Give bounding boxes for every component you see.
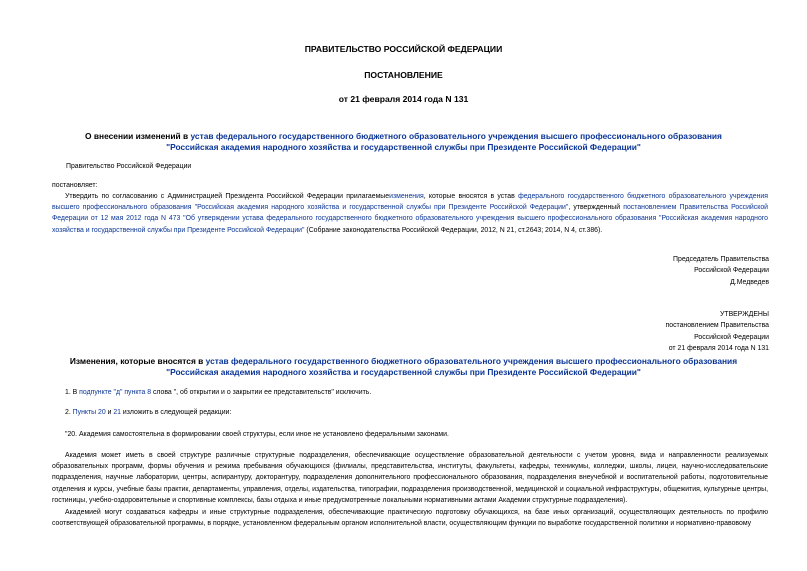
approval-block <box>666 309 770 354</box>
amendment-text: слова ", об открытии и о закрытии ее представительств" исключить. <box>151 389 372 396</box>
document-type: ПОСТАНОВЛЕНИЕ <box>364 70 443 80</box>
changes-title <box>0 356 807 378</box>
signature-country: Российской Федерации <box>694 267 769 275</box>
decree-text-part: (Собрание законодательства Российской Федерации, 2012, N 21, ст.2643; 2014, N 4, ст.386). <box>304 226 603 234</box>
changes-charter-link[interactable]: устав федерального государственного бюджетного образовательного учреждения высшего профессионального образования <box>205 356 738 366</box>
decree-text-part: , утвержденный <box>568 204 624 212</box>
amendment-text: 2. <box>65 409 73 416</box>
signature-position: Председатель Правительства <box>673 256 769 263</box>
approval-resolution: постановлением Правительства <box>665 322 769 330</box>
signature-name: Д.Медведев <box>730 278 769 286</box>
approval-heading: УТВЕРЖДЕНЫ <box>720 311 769 318</box>
amendment-text: 1. В <box>65 389 80 396</box>
changes-charter-link-academy-name[interactable]: "Российская академия народного хозяйства и государственной службы при Президенте Российской Федерации" <box>166 367 641 377</box>
changes-title-prefix: Изменения, которые вносятся в <box>69 356 206 366</box>
amendment-text: и <box>105 409 114 416</box>
government-heading: ПРАВИТЕЛЬСТВО РОССИЙСКОЙ ФЕДЕРАЦИИ <box>304 44 503 54</box>
charter-body-link[interactable]: федерального государственного бюджетного образовательного учреждения высшего профессионального образования "Российская академия народного хозяйства и государственной службы при Президенте Российской Федерации" <box>52 193 769 212</box>
decree-text-part: Утвердить по согласованию с Администрацией Президента Российской Федерации прилагаемые <box>65 193 390 200</box>
decree-text-part: , которые вносятся в устав <box>423 193 519 200</box>
approval-date: от 21 февраля 2014 года N 131 <box>668 344 769 352</box>
approval-country: Российской Федерации <box>694 333 769 341</box>
paragraph-20: "20. Академия самостоятельна в формировании своей структуры, если иное не установлено федеральными законами. <box>65 431 449 438</box>
amendment-item-2 <box>52 407 768 418</box>
decree-title-prefix: О внесении изменений в <box>85 131 191 141</box>
point-20-link[interactable]: Пункты 20 <box>72 409 106 416</box>
issuer-text: Правительство Российской Федерации <box>66 163 192 170</box>
subparagraph-d-link[interactable]: подпункте "д" пункта 8 <box>79 389 152 396</box>
paragraph-departments: Академией могут создаваться кафедры и иные структурные подразделения, обеспечивающие практическую подготовку обучающихся, на базе иных организаций, осуществляющих деятельность по профилю соответствующей образовательной программы, в порядке, установленном федеральным органом исполнительной власти, осуществляющим функции по выработке государственной политики и нормативно-правовому <box>52 509 768 528</box>
charter-link-academy-name[interactable]: "Российская академия народного хозяйства и государственной службы при Президенте Российской Федерации" <box>166 142 641 152</box>
amendment-text: изложить в следующей редакции: <box>121 409 232 416</box>
signature-block <box>673 254 769 288</box>
point-21-link[interactable]: 21 <box>113 409 122 416</box>
decree-title <box>0 131 807 153</box>
decrees-text: постановляет: <box>52 182 98 189</box>
charter-link[interactable]: устав федерального государственного бюджетного образовательного учреждения высшего профессионального образования <box>190 131 722 141</box>
changes-link[interactable]: изменения <box>389 193 424 200</box>
amendment-item-1 <box>52 387 768 398</box>
decree-paragraph <box>52 191 768 236</box>
resolution-473-link[interactable]: постановлением Правительства Российской Федерации от 12 мая 2012 года N 473 "Об утверждении устава федерального государственного бюджетного образовательного учреждения высшего профессионального образования "Российская академия народного хозяйства и государственной службы при Президенте Российской Федерации" <box>52 204 768 234</box>
decree-date-number: от 21 февраля 2014 года N 131 <box>338 94 469 104</box>
paragraph-structure: Академия может иметь в своей структуре различные структурные подразделения, обеспечивающие осуществление образовательной деятельности с учетом уровня, вида и направленности реализуемых образовательных программ, формы обучения и режима пребывания обучающихся (филиалы, представительства, институты, факультеты, кафедры, техникумы, колледжи, школы, лицеи, научно-исследовательские подразделения, научные лаборатории, центры, аспирантуру, докторантуру, подразделения дополнительного профессионального образования, подразделения внеучебной и воспитательной работы, подготовительные отделения и курсы, учебные базы практик, департаменты, управления, отделы, издательства, типографии, подразделения производственной, медицинской и социальной инфраструктуры, общежития, культурные центры, гостиницы, учебно-оздоровительные и спортивные комплексы, базы отдыха и иные предусмотренные локальными нормативными актами Академии структурные подразделения). <box>52 452 768 504</box>
